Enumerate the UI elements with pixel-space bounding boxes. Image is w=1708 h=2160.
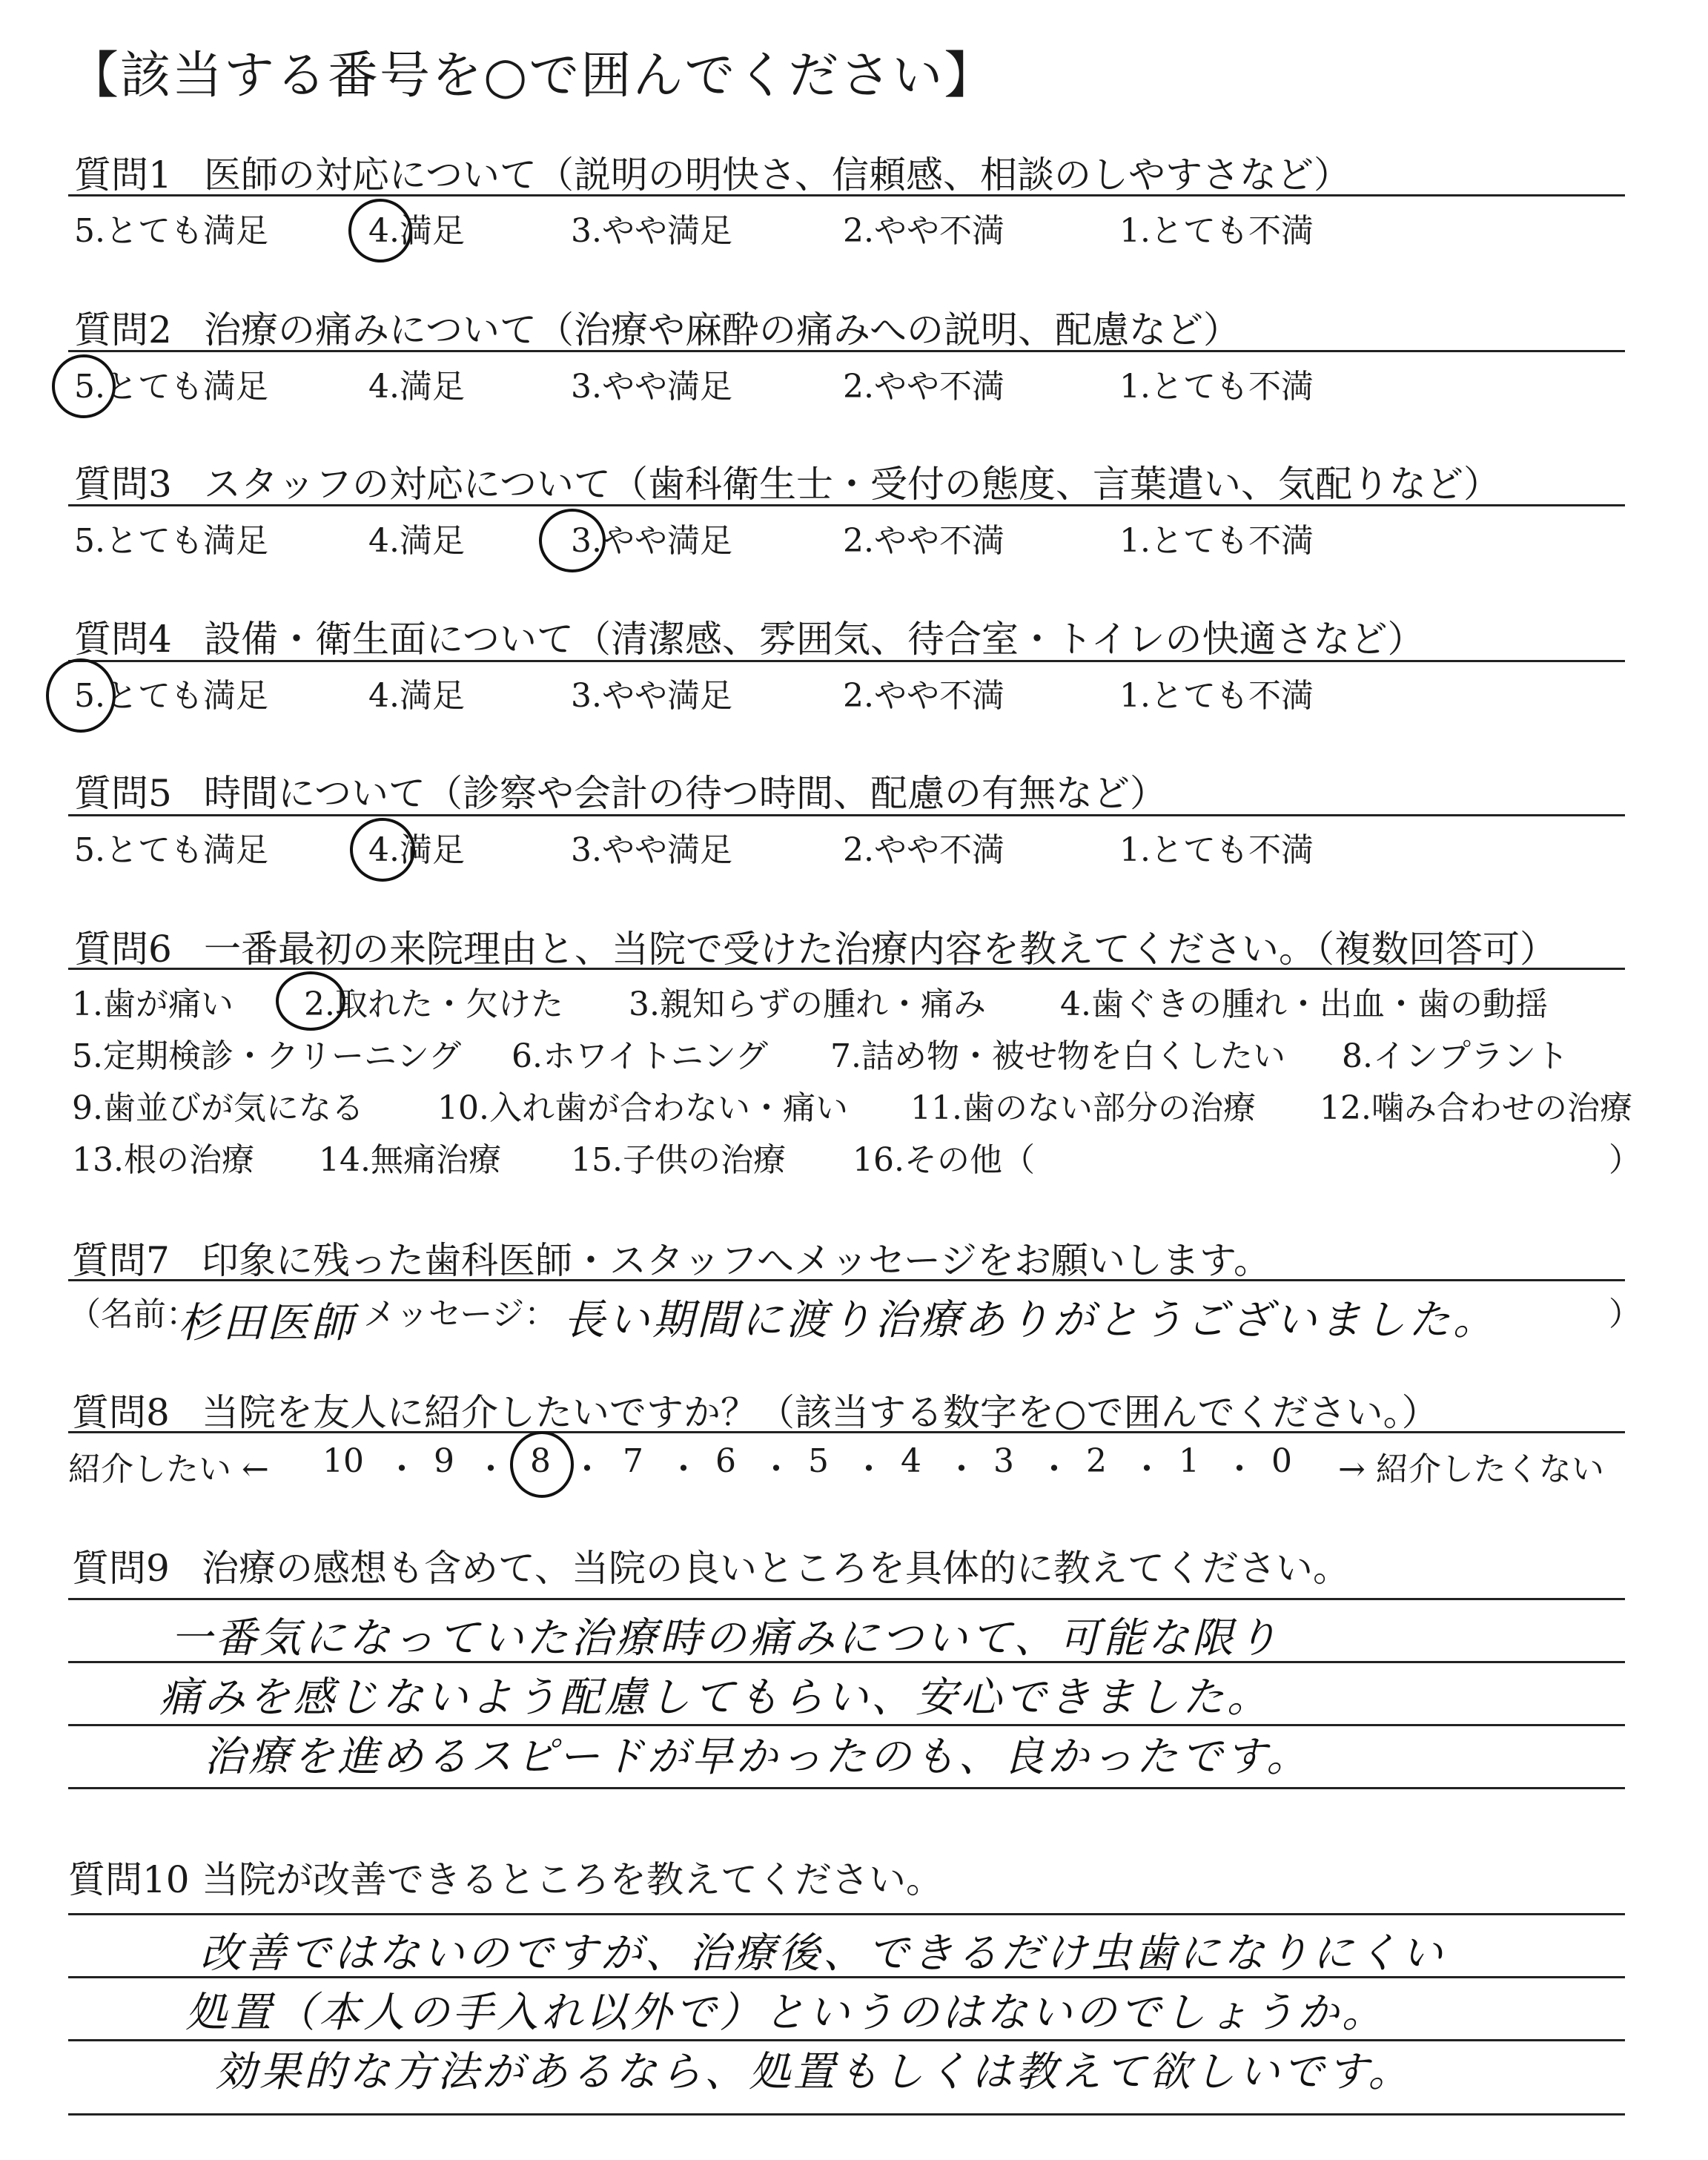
scale-dot: ・ [667,1450,700,1488]
question-label: 質問10 [68,1858,190,1901]
scale-number[interactable]: 0 [1271,1442,1292,1480]
answer-line [68,1913,1625,1915]
selection-circle [46,658,116,733]
recommend-left-label: 紹介したい ← [68,1450,269,1488]
option-5[interactable]: 5.とても満足 [74,677,268,715]
answer-line [68,2113,1625,2116]
reason-option[interactable]: 1.歯が痛い [72,985,234,1023]
divider [68,660,1625,662]
question-label: 質問8 [72,1391,170,1434]
answer-text-line[interactable]: 痛みを感じないよう配慮してもらい、安心できました。 [159,1674,1271,1722]
scale-dot: ・ [945,1450,978,1488]
scale-dot: ・ [1131,1450,1163,1488]
option-4[interactable]: 4.満足 [368,368,465,406]
option-4[interactable]: 4.満足 [368,831,465,869]
scale-dot: ・ [1223,1450,1256,1488]
divider [68,504,1625,506]
scale-dot: ・ [571,1450,603,1488]
recommend-right-label: → 紹介したくない [1338,1450,1604,1488]
option-1[interactable]: 1.とても不満 [1119,368,1314,406]
selection-circle [350,818,415,882]
option-5[interactable]: 5.とても満足 [74,831,268,869]
option-5[interactable]: 5.とても満足 [74,368,268,406]
divider [68,1279,1625,1281]
scale-number[interactable]: 4 [901,1442,921,1480]
question-text: 印象に残った歯科医師・スタッフへメッセージをお願いします。 [202,1239,1271,1282]
answer-text-line[interactable]: 効果的な方法があるなら、処置もしくは教えて欲しいです。 [215,2048,1413,2096]
option-1[interactable]: 1.とても不満 [1119,831,1314,869]
message-value[interactable]: 長い期間に渡り治療ありがとうございました。 [563,1296,1497,1344]
question-label: 質問1 [74,153,172,196]
scale-number[interactable]: 1 [1179,1442,1199,1480]
divider [68,968,1625,970]
question-label: 質問5 [74,772,172,815]
answer-text-line[interactable]: 一番気になっていた治療時の痛みについて、可能な限り [171,1614,1281,1662]
reason-option[interactable]: 8.インプラント [1342,1037,1569,1075]
question-label: 質問9 [72,1547,170,1590]
answer-line [68,1787,1625,1789]
close-paren: ） [1609,1141,1641,1179]
question-text: 設備・衛生面について（清潔感、雰囲気、待合室・トイレの快適さなど） [204,618,1425,661]
reason-option[interactable]: 5.定期検診・クリーニング [72,1037,462,1075]
scale-dot: ・ [853,1450,885,1488]
question-text: 一番最初の来院理由と、当院で受けた治療内容を教えてください。（複数回答可） [204,928,1557,971]
scale-dot: ・ [474,1450,507,1488]
reason-option[interactable]: 7.詰め物・被せ物を白くしたい [830,1037,1285,1075]
reason-option[interactable]: 4.歯ぐきの腫れ・出血・歯の動揺 [1060,985,1548,1023]
option-5[interactable]: 5.とても満足 [74,522,268,560]
reason-option[interactable]: 13.根の治療 [72,1141,254,1179]
scale-number[interactable]: 7 [623,1442,643,1480]
divider [68,350,1625,352]
scale-number[interactable]: 9 [434,1442,454,1480]
option-2[interactable]: 2.やや不満 [843,522,1004,560]
scale-number[interactable]: 3 [993,1442,1014,1480]
question-text: 医師の対応について（説明の明快さ、信頼感、相談のしやすさなど） [204,153,1351,196]
question-label: 質問3 [74,463,172,506]
question-text: 治療の痛みについて（治療や麻酔の痛みへの説明、配慮など） [204,308,1240,351]
option-3[interactable]: 3.やや満足 [571,522,732,560]
option-2[interactable]: 2.やや不満 [843,212,1004,250]
question-text: 時間について（診察や会計の待つ時間、配慮の有無など） [204,772,1167,815]
option-2[interactable]: 2.やや不満 [843,677,1004,715]
option-3[interactable]: 3.やや満足 [571,677,732,715]
reason-option[interactable]: 12.噛み合わせの治療 [1320,1089,1632,1127]
option-4[interactable]: 4.満足 [368,522,465,560]
reason-option[interactable]: 11.歯のない部分の治療 [910,1089,1256,1127]
question-text: 治療の感想も含めて、当院の良いところを具体的に教えてください。 [202,1547,1350,1590]
option-3[interactable]: 3.やや満足 [571,831,732,869]
reason-option[interactable]: 10.入れ歯が合わない・痛い [437,1089,848,1127]
name-label: （名前： [68,1295,199,1333]
option-5[interactable]: 5.とても満足 [74,212,268,250]
selection-circle [510,1431,574,1498]
selection-circle [348,199,412,262]
question-text: 当院が改善できるところを教えてください。 [202,1858,943,1901]
scale-number[interactable]: 6 [715,1442,736,1480]
answer-text-line[interactable]: 処置（本人の手入れ以外で）というのはないのでしょうか。 [185,1989,1386,2037]
option-3[interactable]: 3.やや満足 [571,368,732,406]
question-text: スタッフの対応について（歯科衛生士・受付の態度、言葉遣い、気配りなど） [204,463,1500,506]
reason-option[interactable]: 15.子供の治療 [571,1141,786,1179]
scale-dot: ・ [1038,1450,1070,1488]
name-value[interactable]: 杉田医師 [178,1299,356,1347]
scale-number[interactable]: 8 [530,1442,551,1480]
reason-option[interactable]: 2.取れた・欠けた [304,985,563,1023]
message-label: メッセージ： [363,1295,557,1333]
divider [68,194,1625,196]
option-1[interactable]: 1.とても不満 [1119,677,1314,715]
option-1[interactable]: 1.とても不満 [1119,212,1314,250]
scale-number[interactable]: 5 [808,1442,829,1480]
divider [68,1431,1625,1433]
question-text: 当院を友人に紹介したいですか？（該当する数字を○で囲んでください。） [202,1391,1439,1434]
selection-circle [52,354,116,418]
scale-dot: ・ [760,1450,792,1488]
selection-circle [276,971,345,1031]
close-paren: ） [1609,1295,1641,1333]
answer-line [68,1598,1625,1600]
reason-option[interactable]: 6.ホワイトニング [512,1037,769,1075]
option-4[interactable]: 4.満足 [368,212,465,250]
option-1[interactable]: 1.とても不満 [1119,522,1314,560]
option-3[interactable]: 3.やや満足 [571,212,732,250]
option-4[interactable]: 4.満足 [368,677,465,715]
question-label: 質問7 [72,1239,170,1282]
question-label: 質問2 [74,308,172,351]
selection-circle [539,509,606,572]
page-title: 【該当する番号を○で囲んでください】 [68,47,996,105]
reason-option[interactable]: 14.無痛治療 [319,1141,501,1179]
reason-option-other[interactable]: 16.その他（ [853,1141,1035,1179]
divider [68,814,1625,816]
answer-text-line[interactable]: 改善ではないのですが、治療後、できるだけ虫歯になりにくい [200,1929,1446,1978]
reason-option[interactable]: 3.親知らずの腫れ・痛み [629,985,986,1023]
question-label: 質問4 [74,618,172,661]
scale-dot: ・ [385,1450,418,1488]
answer-text-line[interactable]: 治療を進めるスピードが早かったのも、良かったです。 [204,1733,1311,1781]
reason-option[interactable]: 9.歯並びが気になる [72,1089,364,1127]
scale-number[interactable]: 10 [322,1442,364,1480]
option-2[interactable]: 2.やや不満 [843,368,1004,406]
option-2[interactable]: 2.やや不満 [843,831,1004,869]
scale-number[interactable]: 2 [1086,1442,1107,1480]
question-label: 質問6 [74,928,172,971]
